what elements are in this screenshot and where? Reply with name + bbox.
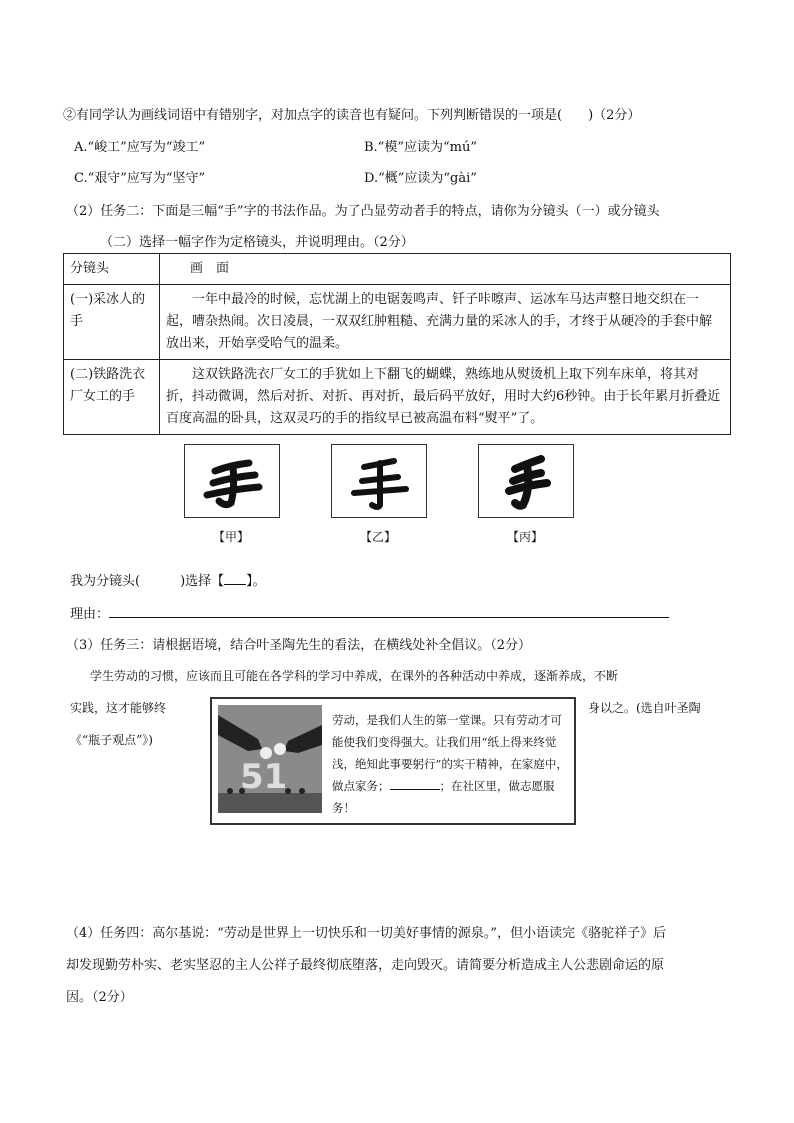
choose-suffix: 】。 <box>246 574 266 589</box>
calligraphy-bing[interactable] <box>478 444 574 518</box>
poster-blank[interactable] <box>390 789 440 790</box>
task3-stem: （3）任务三：请根据语境，结合叶圣陶先生的看法，在横线处补全倡议。（2分） <box>66 638 532 653</box>
quote-right: 身以之。(选自叶圣陶 <box>588 701 701 715</box>
table-row-text: 一年中最冷的时候，忘忧湖上的电锯轰鸣声、钎子咔嚓声、运冰车马达声整日地交织在一起，嘈杂热闹。次日凌晨，一双双红肿粗糙、充满力量的采冰人的手，才终于从硬冷的手套中解放出来，开始享受哈气的温柔。 <box>160 285 731 360</box>
calligraphy-jia-image <box>185 445 279 517</box>
option-b[interactable]: B.“模”应读为“mú” <box>364 140 477 155</box>
table-header-row <box>64 254 731 285</box>
table-row <box>64 285 731 360</box>
calligraphy-yi[interactable] <box>331 444 427 518</box>
option-d[interactable]: D.“概”应读为“gài” <box>364 171 477 186</box>
table-header-scene: 画 面 <box>160 254 731 285</box>
table-row-label: (二)铁路洗衣厂女工的手 <box>64 360 160 435</box>
quote-line1: 学生劳动的习惯，应该而且可能在各学科的学习中养成，在课外的各种活动中养成，逐渐养成，不断 <box>90 669 619 683</box>
choose-line <box>70 570 266 589</box>
choose-prefix: 我为分镜头( <box>70 574 141 589</box>
option-a[interactable]: A.“峻工”应写为“竣工” <box>74 140 206 155</box>
reason-blank[interactable] <box>109 617 669 618</box>
caption-bing: 【丙】 <box>506 530 543 544</box>
task4-line1: （4）任务四：高尔基说：“劳动是世界上一切快乐和一切美好事情的源泉。”，但小语读完《骆驼祥子》后 <box>66 926 667 941</box>
poster-number: 51 <box>240 757 288 797</box>
calligraphy-bing-image <box>479 445 573 517</box>
task4-line2: 却发现勤劳朴实、老实坚忍的主人公祥子最终彻底堕落，走向毁灭。请简要分析造成主人公悲剧命运的原 <box>66 958 665 973</box>
calligraphy-jia[interactable] <box>184 444 280 518</box>
table-row-label: (一)采冰人的手 <box>64 285 160 360</box>
option-c[interactable]: C.“艰守”应写为“坚守” <box>74 171 206 186</box>
task2-line2: （二）选择一幅字作为定格镜头，并说明理由。（2分） <box>100 235 414 250</box>
poster-text: 劳动，是我们人生的第一堂课。只有劳动才可能使我们变得强大。让我们用“纸上得来终觉浅，绝知此事要躬行”的实干精神，在家庭中，做点家务； ；在社区里，做志愿服务！ <box>332 713 568 815</box>
labor-poster <box>210 697 576 825</box>
task2-line1: （2）任务二：下面是三幅“手”字的书法作品。为了凸显劳动者手的特点，请你为分镜头（一）或分镜头 <box>66 204 660 219</box>
task4-line3: 因。（2分） <box>66 990 133 1005</box>
choose-mid: )选择【 <box>180 574 225 589</box>
reason-line <box>70 603 669 622</box>
reason-label: 理由： <box>70 607 110 622</box>
table-header-shot: 分镜头 <box>64 254 160 285</box>
calligraphy-yi-image <box>332 445 426 517</box>
quote-source: 《“瓶子观点”》) <box>70 733 153 747</box>
storyboard-table <box>63 253 731 435</box>
choice-blank[interactable] <box>224 584 246 585</box>
table-row <box>64 360 731 435</box>
table-row-text: 这双铁路洗衣厂女工的手犹如上下翻飞的蝴蝶，熟练地从熨烫机上取下列车床单，将其对折，抖动微调，然后对折、对折、再对折，最后码平放好，用时大约6秒钟。由于长年累月折叠近百度高温的卧具，这双灵巧的手的指纹早已被高温布料“熨平”了。 <box>160 360 731 435</box>
caption-jia: 【甲】 <box>212 530 249 544</box>
caption-yi: 【乙】 <box>359 530 396 544</box>
poster-image <box>218 705 322 813</box>
quote-left: 实践，这才能够终 <box>70 701 167 715</box>
question-2-stem: ②有同学认为画线词语中有错别字，对加点字的读音也有疑问。下列判断错误的一项是( )（2分） <box>63 108 641 123</box>
